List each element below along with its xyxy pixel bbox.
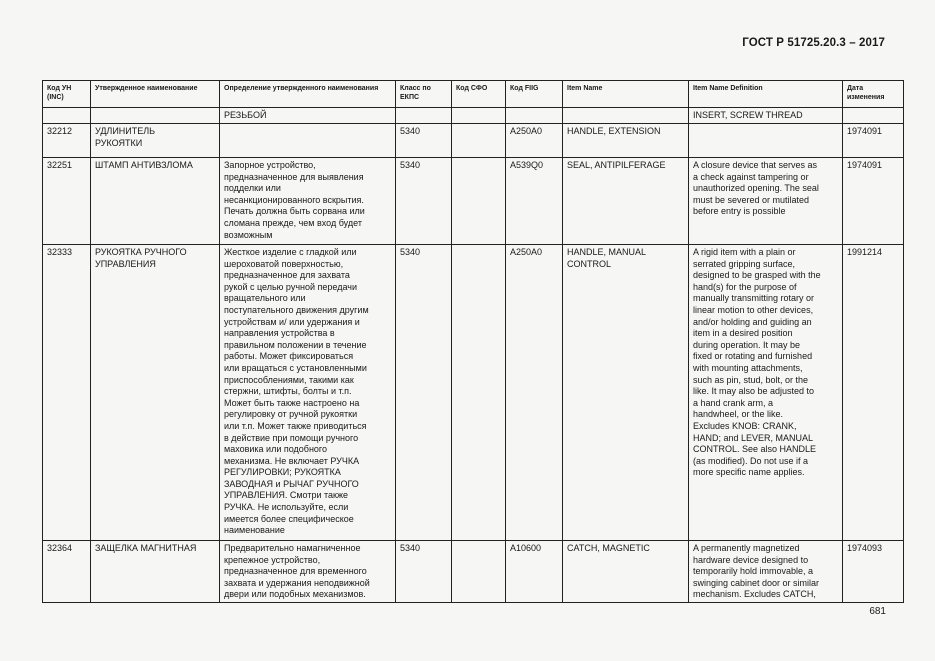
col-sfo-header: Код СФО (452, 81, 506, 108)
cell-class: 5340 (396, 541, 452, 603)
col-definition-ru-header: Определение утвержденного наименования (220, 81, 396, 108)
cell-name-ru: УДЛИНИТЕЛЬ РУКОЯТКИ (91, 124, 220, 158)
col-definition-en-header: Item Name Definition (689, 81, 843, 108)
cell-date: 1991214 (843, 245, 904, 541)
document-standard-title: ГОСТ Р 51725.20.3 – 2017 (742, 37, 885, 49)
cell-sfo (452, 158, 506, 245)
cell-item-name: CATCH, MAGNETIC (563, 541, 689, 603)
cell-definition-en: A rigid item with a plain or serrated gripping surface, designed to be grasped with the hand(s) for the purpose of manually transmitting rotary or linear motion to other devices, and/or holding and guiding an item in a desired position during operation. It may be fixed or rotating and furnished with mounting attachments, such as pin, stud, bolt, or the like. It may also be adjusted to a hand crank arm, a handwheel, or the like. Excludes KNOB: CRANK, HAND; and LEVER, MANUAL CONTROL. See also HANDLE (as modified). Do not use if a more specific name applies. (689, 245, 843, 541)
cell-sfo (452, 124, 506, 158)
cell-item-name: HANDLE, EXTENSION (563, 124, 689, 158)
cell-sfo (452, 541, 506, 603)
items-table (42, 80, 904, 603)
cell-definition-ru: РЕЗЬБОЙ (220, 108, 396, 124)
cell-inc: 32364 (43, 541, 91, 603)
col-name-ru-header: Утвержденное наименование (91, 81, 220, 108)
cell-inc: 32251 (43, 158, 91, 245)
cell-definition-ru: Жесткое изделие с гладкой или шероховатой поверхностью, предназначенное для захвата рукой с целью ручной передачи вращательного или поступательного движения другим устройствам и/ или удержания и направления устройства в правильном положении в течение работы. Может фиксироваться или вращаться с установленными приспособлениями, такими как стержни, штифты, болты и т.п. Может быть также настроено на регулировку от ручной рукоятки или т.п. Может также приводиться в действие при помощи ручного маховика или подобного механизма. Не включает РУЧКА РЕГУЛИРОВКИ; РУКОЯТКА ЗАВОДНАЯ и РЫЧАГ РУЧНОГО УПРАВЛЕНИЯ. Смотри также РУЧКА. Не используйте, если имеется более специфическое наименование (220, 245, 396, 541)
cell-class: 5340 (396, 158, 452, 245)
table-row-continuation (43, 108, 904, 124)
cell-inc: 32333 (43, 245, 91, 541)
col-fiig-header: Код FIIG (506, 81, 563, 108)
cell-name-ru: ЗАЩЕЛКА МАГНИТНАЯ (91, 541, 220, 603)
cell-item-name: SEAL, ANTIPILFERAGE (563, 158, 689, 245)
cell-definition-ru: Предварительно намагниченное крепежное устройство, предназначенное для временного захвата и удержания неподвижной двери или подобных механизмов. (220, 541, 396, 603)
cell-sfo (452, 245, 506, 541)
cell-definition-en: A closure device that serves as a check against tampering or unauthorized opening. The seal must be severed or mutilated before entry is possible (689, 158, 843, 245)
table-row (43, 158, 904, 245)
col-date-header: Дата изменения (843, 81, 904, 108)
col-item-name-header: Item Name (563, 81, 689, 108)
cell-definition-ru (220, 124, 396, 158)
cell-class: 5340 (396, 245, 452, 541)
table-row (43, 245, 904, 541)
cell-definition-en: INSERT, SCREW THREAD (689, 108, 843, 124)
cell-item-name: HANDLE, MANUAL CONTROL (563, 245, 689, 541)
cell-class: 5340 (396, 124, 452, 158)
cell-date: 1974091 (843, 124, 904, 158)
table-row (43, 541, 904, 603)
col-class-header: Класс по ЕКПС (396, 81, 452, 108)
cell-date: 1974091 (843, 158, 904, 245)
cell-fiig: A10600 (506, 541, 563, 603)
cell-definition-ru: Запорное устройство, предназначенное для выявления подделки или несанкционированного вскрытия. Печать должна быть сорвана или сломана прежде, чем вход будет возможным (220, 158, 396, 245)
page-number: 681 (869, 606, 886, 617)
cell-inc: 32212 (43, 124, 91, 158)
cell-fiig: A539Q0 (506, 158, 563, 245)
cell-date: 1974093 (843, 541, 904, 603)
table-row (43, 124, 904, 158)
table-header-row (43, 81, 904, 108)
cell-name-ru: ШТАМП АНТИВЗЛОМА (91, 158, 220, 245)
cell-definition-en (689, 124, 843, 158)
col-inc-header: Код УН (INC) (43, 81, 91, 108)
cell-fiig: A250A0 (506, 245, 563, 541)
cell-fiig: A250A0 (506, 124, 563, 158)
cell-name-ru: РУКОЯТКА РУЧНОГО УПРАВЛЕНИЯ (91, 245, 220, 541)
cell-definition-en: A permanently magnetized hardware device designed to temporarily hold immovable, a swinging cabinet door or similar mechanism. Excludes CATCH, (689, 541, 843, 603)
